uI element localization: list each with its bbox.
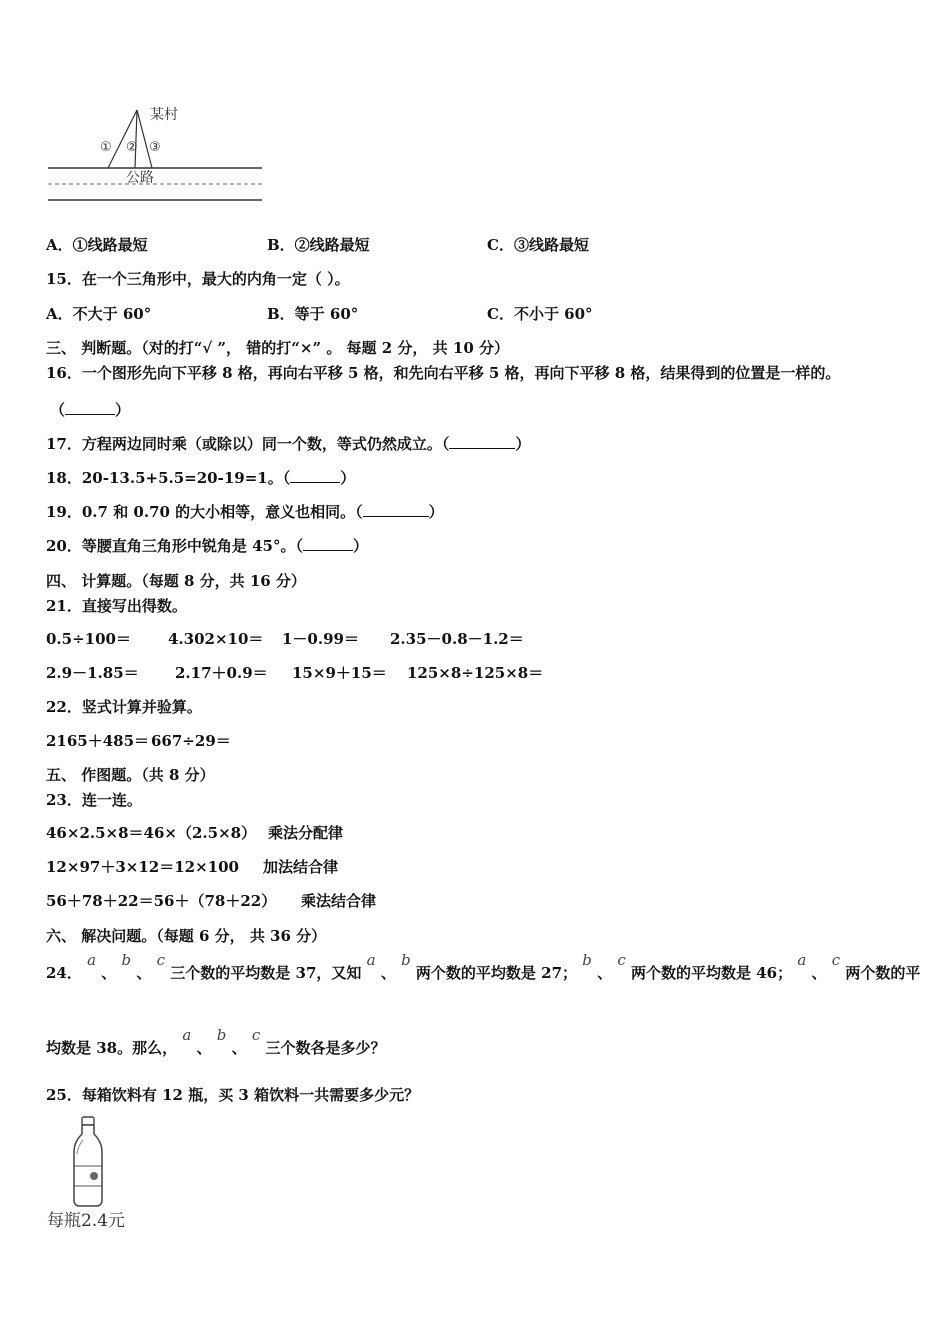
route-3-mark: ③ (149, 140, 161, 155)
q24-text-3: 两个数的平均数是 46； (630, 964, 793, 982)
q24-sep: 、 (136, 964, 152, 982)
route-2-mark: ② (126, 140, 138, 155)
q21-item: 125×8÷125×8＝ (407, 664, 544, 682)
q24-text-4: 两个数的平 (845, 964, 921, 982)
q19-close: ） (428, 503, 444, 521)
q20-text: 20．等腰直角三角形中锐角是 45°。（ (46, 537, 303, 555)
q14-option-b: B．②线路最短 (267, 236, 370, 254)
q21-item: 2.9－1.85＝ (46, 664, 139, 682)
q24-text-2: 两个数的平均数是 27； (415, 964, 578, 982)
q24-sep: 、 (101, 964, 117, 982)
q23-right-item[interactable]: 乘法结合律 (301, 892, 377, 910)
q21-item: 1－0.99＝ (282, 630, 359, 648)
q18-text: 18．20-13.5+5.5=20-19=1。（ (46, 469, 291, 487)
section-4-heading: 四、 计算题。（每题 8 分，共 16 分） (46, 572, 306, 590)
section-3-heading: 三、 判断题。（对的打“√ ”， 错的打“×” 。 每题 2 分， 共 10 分） (46, 339, 509, 357)
q16-paren-close: ） (115, 401, 131, 419)
q24-text-1: 三个数的平均数是 37，又知 (170, 964, 362, 982)
route-1-line (108, 110, 137, 168)
q24-var-c: c (617, 951, 626, 969)
q24-sep: 、 (811, 964, 827, 982)
q23-right-item[interactable]: 乘法分配律 (268, 824, 344, 842)
q24-sep: 、 (597, 964, 613, 982)
q24-text-6: 三个数各是多少？ (265, 1039, 386, 1057)
q24-text-5: 均数是 38。那么， (46, 1039, 178, 1057)
q23-left-item[interactable]: 46×2.5×8＝46×（2.5×8） (46, 824, 257, 842)
q21-item: 2.17＋0.9＝ (175, 664, 268, 682)
q24-var-a: a (87, 951, 97, 969)
q24-var-b: b (216, 1026, 227, 1044)
q25-text: 25．每箱饮料有 12 瓶，买 3 箱饮料一共需要多少元？ (46, 1086, 420, 1104)
q17-text: 17．方程两边同时乘（或除以）同一个数，等式仍然成立。（ (46, 435, 450, 453)
village-road-figure (40, 100, 270, 210)
q24-var-c: c (831, 951, 841, 969)
price-label: 每瓶2.4元 (47, 1211, 126, 1231)
q23-right-item[interactable]: 加法结合律 (263, 858, 339, 876)
bottle-icon (68, 1116, 108, 1208)
q22-title: 22．竖式计算并验算。 (46, 698, 202, 716)
q20-line (46, 536, 368, 556)
section-5-heading: 五、 作图题。（共 8 分） (46, 766, 215, 784)
q24-var-b: b (401, 951, 411, 969)
q15-stem: 15．在一个三角形中，最大的内角一定（ ）。 (46, 270, 350, 288)
q21-item: 4.302×10＝ (168, 630, 264, 648)
road-label: 公路 (126, 170, 154, 186)
q17-blank[interactable] (449, 434, 515, 449)
q16-paren-open: （ (50, 401, 66, 419)
q21-item: 15×9＋15＝ (292, 664, 387, 682)
q20-close: ） (352, 537, 368, 555)
q21-item: 0.5÷100＝ (46, 630, 131, 648)
q24-var-c: c (156, 951, 166, 969)
q24-line-1 (46, 951, 921, 983)
q16-answer (50, 400, 130, 420)
q23-left-item[interactable]: 12×97＋3×12＝12×100 (46, 858, 239, 876)
q15-option-b: B．等于 60° (267, 305, 359, 323)
village-label: 某村 (150, 107, 178, 123)
q23-title: 23．连一连。 (46, 791, 142, 809)
q18-close: ） (340, 469, 356, 487)
q16-blank[interactable] (65, 400, 115, 415)
q24-var-b: b (121, 951, 132, 969)
q24-sep: 、 (380, 964, 396, 982)
q19-line (46, 502, 444, 522)
q24-var-b: b (582, 951, 592, 969)
q24-sep: 、 (196, 1039, 212, 1057)
section-6-heading: 六、 解决问题。（每题 6 分， 共 36 分） (46, 927, 327, 945)
q24-var-c: c (251, 1026, 261, 1044)
q18-blank[interactable] (290, 468, 340, 483)
q15-option-a: A．不大于 60° (46, 305, 152, 323)
q18-line (46, 468, 355, 488)
q17-close: ） (515, 435, 531, 453)
q24-var-a: a (797, 951, 807, 969)
q23-left-item[interactable]: 56＋78＋22＝56＋（78＋22） (46, 892, 277, 910)
q16-text: 16．一个图形先向下平移 8 格，再向右平移 5 格，和先向右平移 5 格，再向下平移 8 格，结果得到的位置是一样的。 (46, 364, 841, 382)
q20-blank[interactable] (303, 536, 353, 551)
q24-number: 24． (46, 964, 82, 982)
q24-sep: 、 (231, 1039, 247, 1057)
q14-option-c: C．③线路最短 (487, 236, 589, 254)
q19-text: 19．0.7 和 0.70 的大小相等，意义也相同。（ (46, 503, 363, 521)
q17-line (46, 434, 530, 454)
q22-item: 667÷29＝ (151, 732, 231, 750)
q22-item: 2165＋485＝ (46, 732, 150, 750)
q21-item: 2.35－0.8－1.2＝ (390, 630, 524, 648)
route-2-line (135, 110, 137, 168)
route-1-mark: ① (100, 140, 112, 155)
q15-option-c: C．不小于 60° (487, 305, 593, 323)
q21-title: 21．直接写出得数。 (46, 597, 187, 615)
q14-option-a: A．①线路最短 (46, 236, 148, 254)
q24-var-a: a (182, 1026, 192, 1044)
q19-blank[interactable] (363, 502, 429, 517)
q24-line-2 (46, 1026, 386, 1058)
q24-var-a: a (366, 951, 376, 969)
